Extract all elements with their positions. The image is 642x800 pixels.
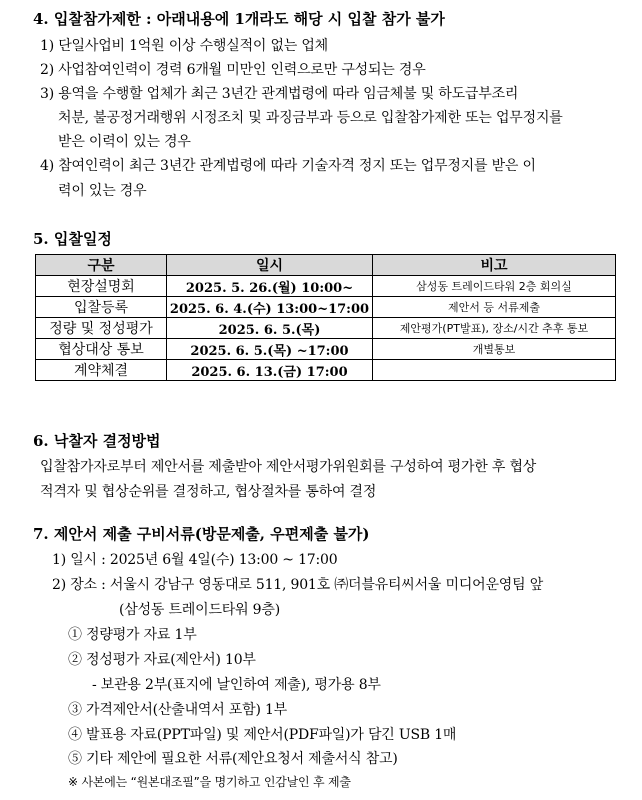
schedule-cell-datetime: 2025. 6. 5.(목) ~17:00	[167, 339, 373, 360]
schedule-cell-category: 계약체결	[36, 360, 167, 381]
schedule-header-remarks: 비고	[373, 255, 616, 276]
schedule-table	[35, 254, 616, 381]
restriction-item-3-cont-2: 받은 이력이 있는 경우	[58, 134, 191, 150]
document-item-3: ③ 가격제안서(산출내역서 포함) 1부	[68, 702, 287, 718]
schedule-cell-remarks	[373, 360, 616, 381]
table-row	[36, 297, 616, 318]
document-item-5: ⑤ 기타 제안에 필요한 서류(제안요청서 제출서식 참고)	[68, 751, 398, 767]
section-4-title: 4. 입찰참가제한 : 아래내용에 1개라도 해당 시 입찰 참가 불가	[33, 10, 445, 28]
document-item-1: ① 정량평가 자료 1부	[68, 627, 197, 643]
submission-place-building: (삼성동 트레이드타워 9층)	[119, 602, 280, 618]
schedule-header-row	[36, 255, 616, 276]
section-6-title: 6. 낙찰자 결정방법	[33, 432, 161, 450]
schedule-cell-category: 입찰등록	[36, 297, 167, 318]
table-row	[36, 339, 616, 360]
table-row	[36, 276, 616, 297]
schedule-cell-remarks: 제안서 등 서류제출	[373, 297, 616, 318]
selection-method-line-2: 적격자 및 협상순위를 결정하고, 협상절차를 통하여 결정	[40, 484, 377, 500]
restriction-item-3: 3) 용역을 수행할 업체가 최근 3년간 관계법령에 따라 임금체불 및 하도급부조리	[40, 86, 519, 102]
submission-place: 2) 장소 : 서울시 강남구 영동대로 511, 901호 ㈜더블유티씨서울 미디어운영팀 앞	[52, 577, 544, 593]
section-5-title: 5. 입찰일정	[33, 230, 112, 248]
submission-date: 1) 일시 : 2025년 6월 4일(수) 13:00 ~ 17:00	[52, 552, 338, 568]
document-item-4: ④ 발표용 자료(PPT파일) 및 제안서(PDF파일)가 담긴 USB 1매	[68, 727, 457, 743]
table-row	[36, 318, 616, 339]
schedule-cell-datetime: 2025. 5. 26.(월) 10:00~	[167, 276, 373, 297]
schedule-cell-category: 현장설명회	[36, 276, 167, 297]
document-item-2-detail: - 보관용 2부(표지에 날인하여 제출), 평가용 8부	[92, 677, 381, 693]
restriction-item-1: 1) 단일사업비 1억원 이상 수행실적이 없는 업체	[40, 38, 329, 54]
schedule-cell-category: 협상대상 통보	[36, 339, 167, 360]
restriction-item-3-cont-1: 처분, 불공정거래행위 시정조치 및 과징금부과 등으로 입찰참가제한 또는 업무정지를	[58, 110, 563, 126]
table-row	[36, 360, 616, 381]
document-item-2: ② 정성평가 자료(제안서) 10부	[68, 652, 256, 668]
schedule-cell-datetime: 2025. 6. 5.(목)	[167, 318, 373, 339]
copy-notice: ※ 사본에는 “원본대조필”을 명기하고 인감날인 후 제출	[68, 775, 351, 789]
schedule-cell-category: 정량 및 정성평가	[36, 318, 167, 339]
schedule-cell-datetime: 2025. 6. 13.(금) 17:00	[167, 360, 373, 381]
section-7-title: 7. 제안서 제출 구비서류(방문제출, 우편제출 불가)	[33, 525, 370, 543]
restriction-item-4: 4) 참여인력이 최근 3년간 관계법령에 따라 기술자격 정지 또는 업무정지를 받은 이	[40, 158, 536, 174]
restriction-item-2: 2) 사업참여인력이 경력 6개월 미만인 인력으로만 구성되는 경우	[40, 62, 426, 78]
schedule-header-category: 구분	[36, 255, 167, 276]
schedule-cell-datetime: 2025. 6. 4.(수) 13:00~17:00	[167, 297, 373, 318]
schedule-cell-remarks: 삼성동 트레이드타워 2층 회의실	[373, 276, 616, 297]
schedule-cell-remarks: 제안평가(PT발표), 장소/시간 추후 통보	[373, 318, 616, 339]
restriction-item-4-cont: 력이 있는 경우	[58, 183, 147, 199]
selection-method-line-1: 입찰참가자로부터 제안서를 제출받아 제안서평가위원회를 구성하여 평가한 후 협상	[40, 459, 537, 475]
schedule-cell-remarks: 개별통보	[373, 339, 616, 360]
schedule-header-datetime: 일시	[167, 255, 373, 276]
